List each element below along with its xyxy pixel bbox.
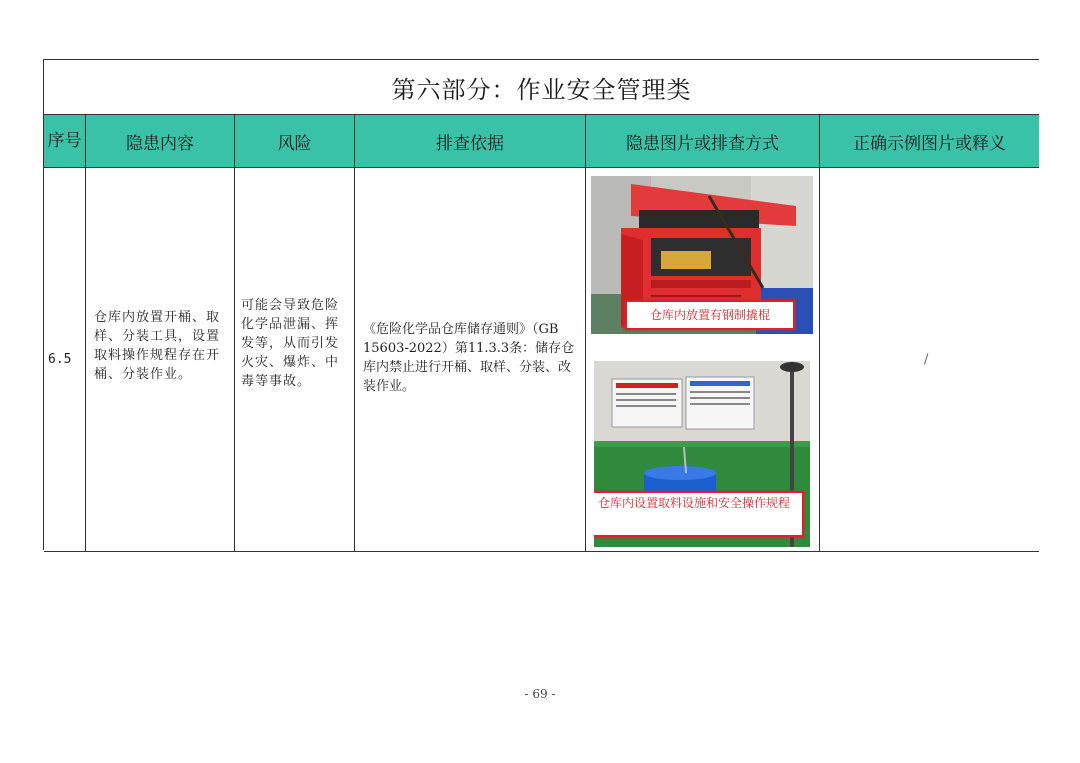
hazard-photo-cabinet	[591, 176, 813, 334]
cell-correct-example	[820, 168, 1039, 551]
cell-basis	[355, 168, 586, 551]
table-header-row	[44, 115, 1039, 167]
header-number: 序号	[44, 115, 86, 167]
header-correct-example: 正确示例图片或释义	[853, 133, 1006, 154]
cell-risk	[235, 168, 355, 551]
header-basis: 排查依据	[355, 115, 586, 167]
basis-text: 《危险化学品仓库储存通则》（GB 15603-2022）第11.3.3条：储存仓库内禁止进行开桶、取样、分装、改装作业。	[363, 322, 575, 394]
header-content: 隐患内容	[86, 115, 235, 167]
header-hazard-photo: 隐患图片或排查方式	[586, 115, 820, 167]
page-number: - 69 -	[524, 687, 556, 701]
cell-content	[86, 168, 235, 551]
cell-hazard-photos	[586, 168, 820, 551]
photo2-caption: 仓库内设置取料设施和安全操作规程	[594, 491, 804, 537]
hazard-photo-drum	[594, 361, 810, 547]
cell-number	[44, 168, 86, 551]
header-risk: 风险	[235, 115, 355, 167]
hazard-table	[43, 59, 1039, 550]
row-number: 6.5	[48, 352, 72, 367]
correct-example-text: /	[924, 352, 929, 367]
risk-text: 可能会导致危险化学品泄漏、挥发等，从而引发火灾、爆炸、中毒等事故。	[241, 298, 340, 389]
table-row	[44, 167, 1039, 552]
hazard-content-text: 仓库内放置开桶、取样、分装工具，设置取料操作规程存在开桶、分装作业。	[94, 310, 221, 382]
photo1-caption: 仓库内放置有钢制撬棍	[625, 300, 795, 330]
table-title: 第六部分：作业安全管理类	[44, 60, 1039, 115]
